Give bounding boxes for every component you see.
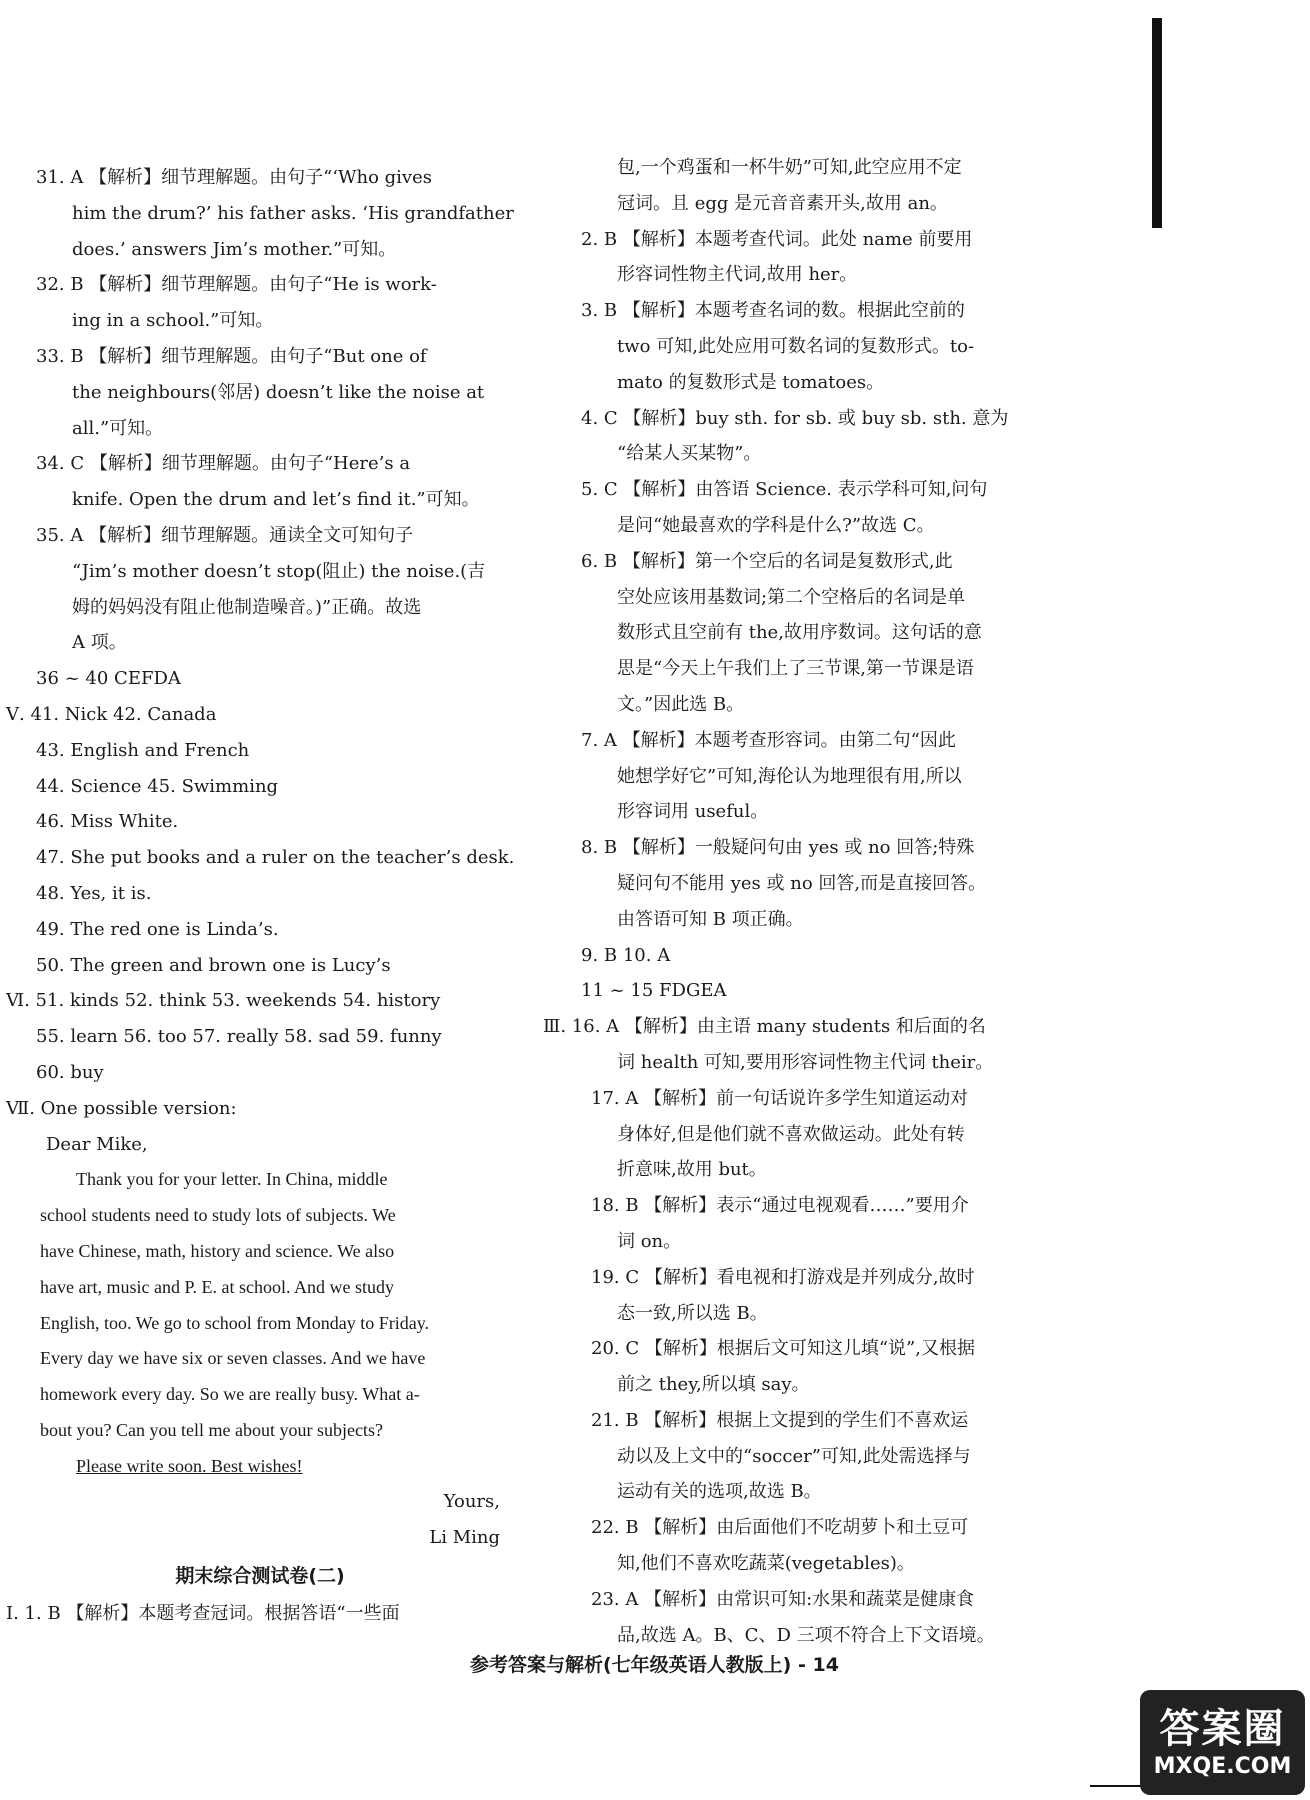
answer-line: 50. The green and brown one is Lucy’s xyxy=(36,954,391,976)
answer-line: 她想学好它”可知,海伦认为地理很有用,所以 xyxy=(617,765,962,787)
letter-line: homework every day. So we are really busy. What a- xyxy=(40,1384,420,1405)
answer-line: Ⅲ. 16. A 【解析】由主语 many students 和后面的名 xyxy=(543,1016,986,1038)
answer-line: 33. B 【解析】细节理解题。由句子“But one of xyxy=(36,345,427,367)
answer-line: 47. She put books and a ruler on the teacher’s desk. xyxy=(36,847,515,869)
binding-edge-bar xyxy=(1152,18,1162,228)
answer-line: 60. buy xyxy=(36,1061,104,1083)
letter-closing: Yours, xyxy=(443,1491,500,1513)
answer-line: 43. English and French xyxy=(36,739,250,761)
answer-line: 7. A 【解析】本题考查形容词。由第二句“因此 xyxy=(581,729,956,751)
answer-line: 6. B 【解析】第一个空后的名词是复数形式,此 xyxy=(581,550,953,572)
answer-line: 文。”因此选 B。 xyxy=(617,693,745,715)
answer-line: 46. Miss White. xyxy=(36,811,179,833)
answer-line: Ⅰ. 1. B 【解析】本题考查冠词。根据答语“一些面 xyxy=(6,1603,400,1625)
answer-line: 20. C 【解析】根据后文可知这儿填“说”,又根据 xyxy=(591,1338,975,1360)
letter-line: Every day we have six or seven classes. And we have xyxy=(40,1348,426,1369)
answer-line: 8. B 【解析】一般疑问句由 yes 或 no 回答;特殊 xyxy=(581,837,975,859)
letter-line: English, too. We go to school from Monday to Friday. xyxy=(40,1312,430,1333)
answer-line: 品,故选 A。B、C、D 三项不符合上下文语境。 xyxy=(617,1624,995,1646)
answer-line: 思是“今天上午我们上了三节课,第一节课是语 xyxy=(617,658,974,680)
answer-line: “给某人买某物”。 xyxy=(617,443,762,465)
answer-line: 姆的妈妈没有阻止他制造噪音。)”正确。故选 xyxy=(72,596,422,618)
answer-line: 动以及上文中的“soccer”可知,此处需选择与 xyxy=(617,1445,971,1467)
answer-line: 55. learn 56. too 57. really 58. sad 59. funny xyxy=(36,1026,442,1048)
answer-line: 冠词。且 egg 是元音音素开头,故用 an。 xyxy=(617,192,948,214)
answer-line: 由答语可知 B 项正确。 xyxy=(617,908,804,930)
answer-line: 22. B 【解析】由后面他们不吃胡萝卜和土豆可 xyxy=(591,1517,969,1539)
letter-line: have Chinese, math, history and science. We also xyxy=(40,1240,395,1261)
answer-line: 运动有关的选项,故选 B。 xyxy=(617,1481,822,1503)
left-column xyxy=(6,160,515,1632)
answer-line: 形容词用 useful。 xyxy=(617,801,769,823)
answer-line: 3. B 【解析】本题考查名词的数。根据此空前的 xyxy=(581,300,965,322)
answer-line: 35. A 【解析】细节理解题。通读全文可知句子 xyxy=(36,524,414,546)
answer-line: 身体好,但是他们就不喜欢做运动。此处有转 xyxy=(617,1123,965,1145)
answer-line: Ⅶ. One possible version: xyxy=(6,1097,237,1119)
answer-line: 5. C 【解析】由答语 Science. 表示学科可知,问句 xyxy=(581,479,988,501)
answer-line: 48. Yes, it is. xyxy=(36,882,152,904)
answer-line: 4. C 【解析】buy sth. for sb. 或 buy sb. sth. 意为 xyxy=(581,407,1009,429)
answer-line: 知,他们不喜欢吃蔬菜(vegetables)。 xyxy=(617,1553,915,1575)
answer-line: 空处应该用基数词;第二个空格后的名词是单 xyxy=(617,586,966,608)
answer-line: two 可知,此处应用可数名词的复数形式。to- xyxy=(617,335,975,357)
answer-line: Ⅴ. 41. Nick 42. Canada xyxy=(6,703,217,725)
right-column xyxy=(543,150,1030,1653)
answer-line: 44. Science 45. Swimming xyxy=(36,775,279,797)
watermark-logo xyxy=(1140,1690,1305,1795)
answer-line: 前之 they,所以填 say。 xyxy=(617,1374,810,1396)
answer-line: 包,一个鸡蛋和一杯牛奶”可知,此空应用不定 xyxy=(617,157,962,178)
answer-line: does.’ answers Jim’s mother.”可知。 xyxy=(72,238,397,260)
answer-line: 17. A 【解析】前一句话说许多学生知道运动对 xyxy=(591,1087,969,1109)
answer-line: 2. B 【解析】本题考查代词。此处 name 前要用 xyxy=(581,228,973,250)
page-footer: 参考答案与解析(七年级英语人教版上) - 14 xyxy=(470,1654,839,1676)
answer-line: 是问“她最喜欢的学科是什么?”故选 C。 xyxy=(617,514,935,536)
answer-line: 形容词性物主代词,故用 her。 xyxy=(617,264,858,286)
answer-line: 23. A 【解析】由常识可知:水果和蔬菜是健康食 xyxy=(591,1588,975,1610)
answer-line: ing in a school.”可知。 xyxy=(72,310,274,332)
answer-line: 数形式且空前有 the,故用序数词。这句话的意 xyxy=(617,622,982,644)
letter-signature: Li Ming xyxy=(429,1527,500,1549)
answer-line: 11 ~ 15 FDGEA xyxy=(581,980,727,1002)
answer-line: the neighbours(邻居) doesn’t like the noise at xyxy=(72,381,485,403)
letter-line: Thank you for your letter. In China, middle xyxy=(76,1169,388,1190)
answer-line: 折意味,故用 but。 xyxy=(617,1159,767,1181)
answer-line: 21. B 【解析】根据上文提到的学生们不喜欢运 xyxy=(591,1409,969,1431)
watermark-top: 答案圈 xyxy=(1159,1705,1286,1752)
answer-line: him the drum?’ his father asks. ‘His grandfather xyxy=(72,202,514,224)
answer-line: 34. C 【解析】细节理解题。由句子“Here’s a xyxy=(36,453,411,475)
section-title: 期末综合测试卷(二) xyxy=(175,1565,345,1588)
answer-line: 32. B 【解析】细节理解题。由句子“He is work- xyxy=(36,274,437,296)
answer-line: 31. A 【解析】细节理解题。由句子“‘Who gives xyxy=(36,167,432,188)
watermark-bottom: MXQE.COM xyxy=(1153,1753,1292,1779)
letter-line: have art, music and P. E. at school. And we study xyxy=(40,1276,394,1297)
answer-line: 49. The red one is Linda’s. xyxy=(36,918,279,940)
answer-line: Ⅵ. 51. kinds 52. think 53. weekends 54. history xyxy=(6,990,441,1012)
answer-line: 词 health 可知,要用形容词性物主代词 their。 xyxy=(617,1051,994,1073)
answer-line: 18. B 【解析】表示“通过电视观看……”要用介 xyxy=(591,1195,969,1217)
answer-line: knife. Open the drum and let’s find it.”可知。 xyxy=(72,489,480,511)
letter-line: school students need to study lots of subjects. We xyxy=(40,1205,396,1226)
answer-line: 9. B 10. A xyxy=(581,944,671,966)
answer-line: Dear Mike, xyxy=(46,1133,148,1155)
answer-line: A 项。 xyxy=(72,632,127,654)
answer-line: 态一致,所以选 B。 xyxy=(617,1302,768,1324)
answer-line: mato 的复数形式是 tomatoes。 xyxy=(617,371,885,393)
letter-line: Please write soon. Best wishes! xyxy=(76,1455,303,1476)
letter-line: bout you? Can you tell me about your subjects? xyxy=(40,1419,383,1440)
answer-line: 词 on。 xyxy=(617,1230,682,1252)
answer-line: all.”可知。 xyxy=(72,417,164,439)
answer-line: 疑问句不能用 yes 或 no 回答,而是直接回答。 xyxy=(617,872,987,894)
answer-line: “Jim’s mother doesn’t stop(阻止) the noise.(吉 xyxy=(72,560,486,582)
answer-line: 19. C 【解析】看电视和打游戏是并列成分,故时 xyxy=(591,1266,975,1288)
answer-line: 36 ~ 40 CEFDA xyxy=(36,668,181,690)
